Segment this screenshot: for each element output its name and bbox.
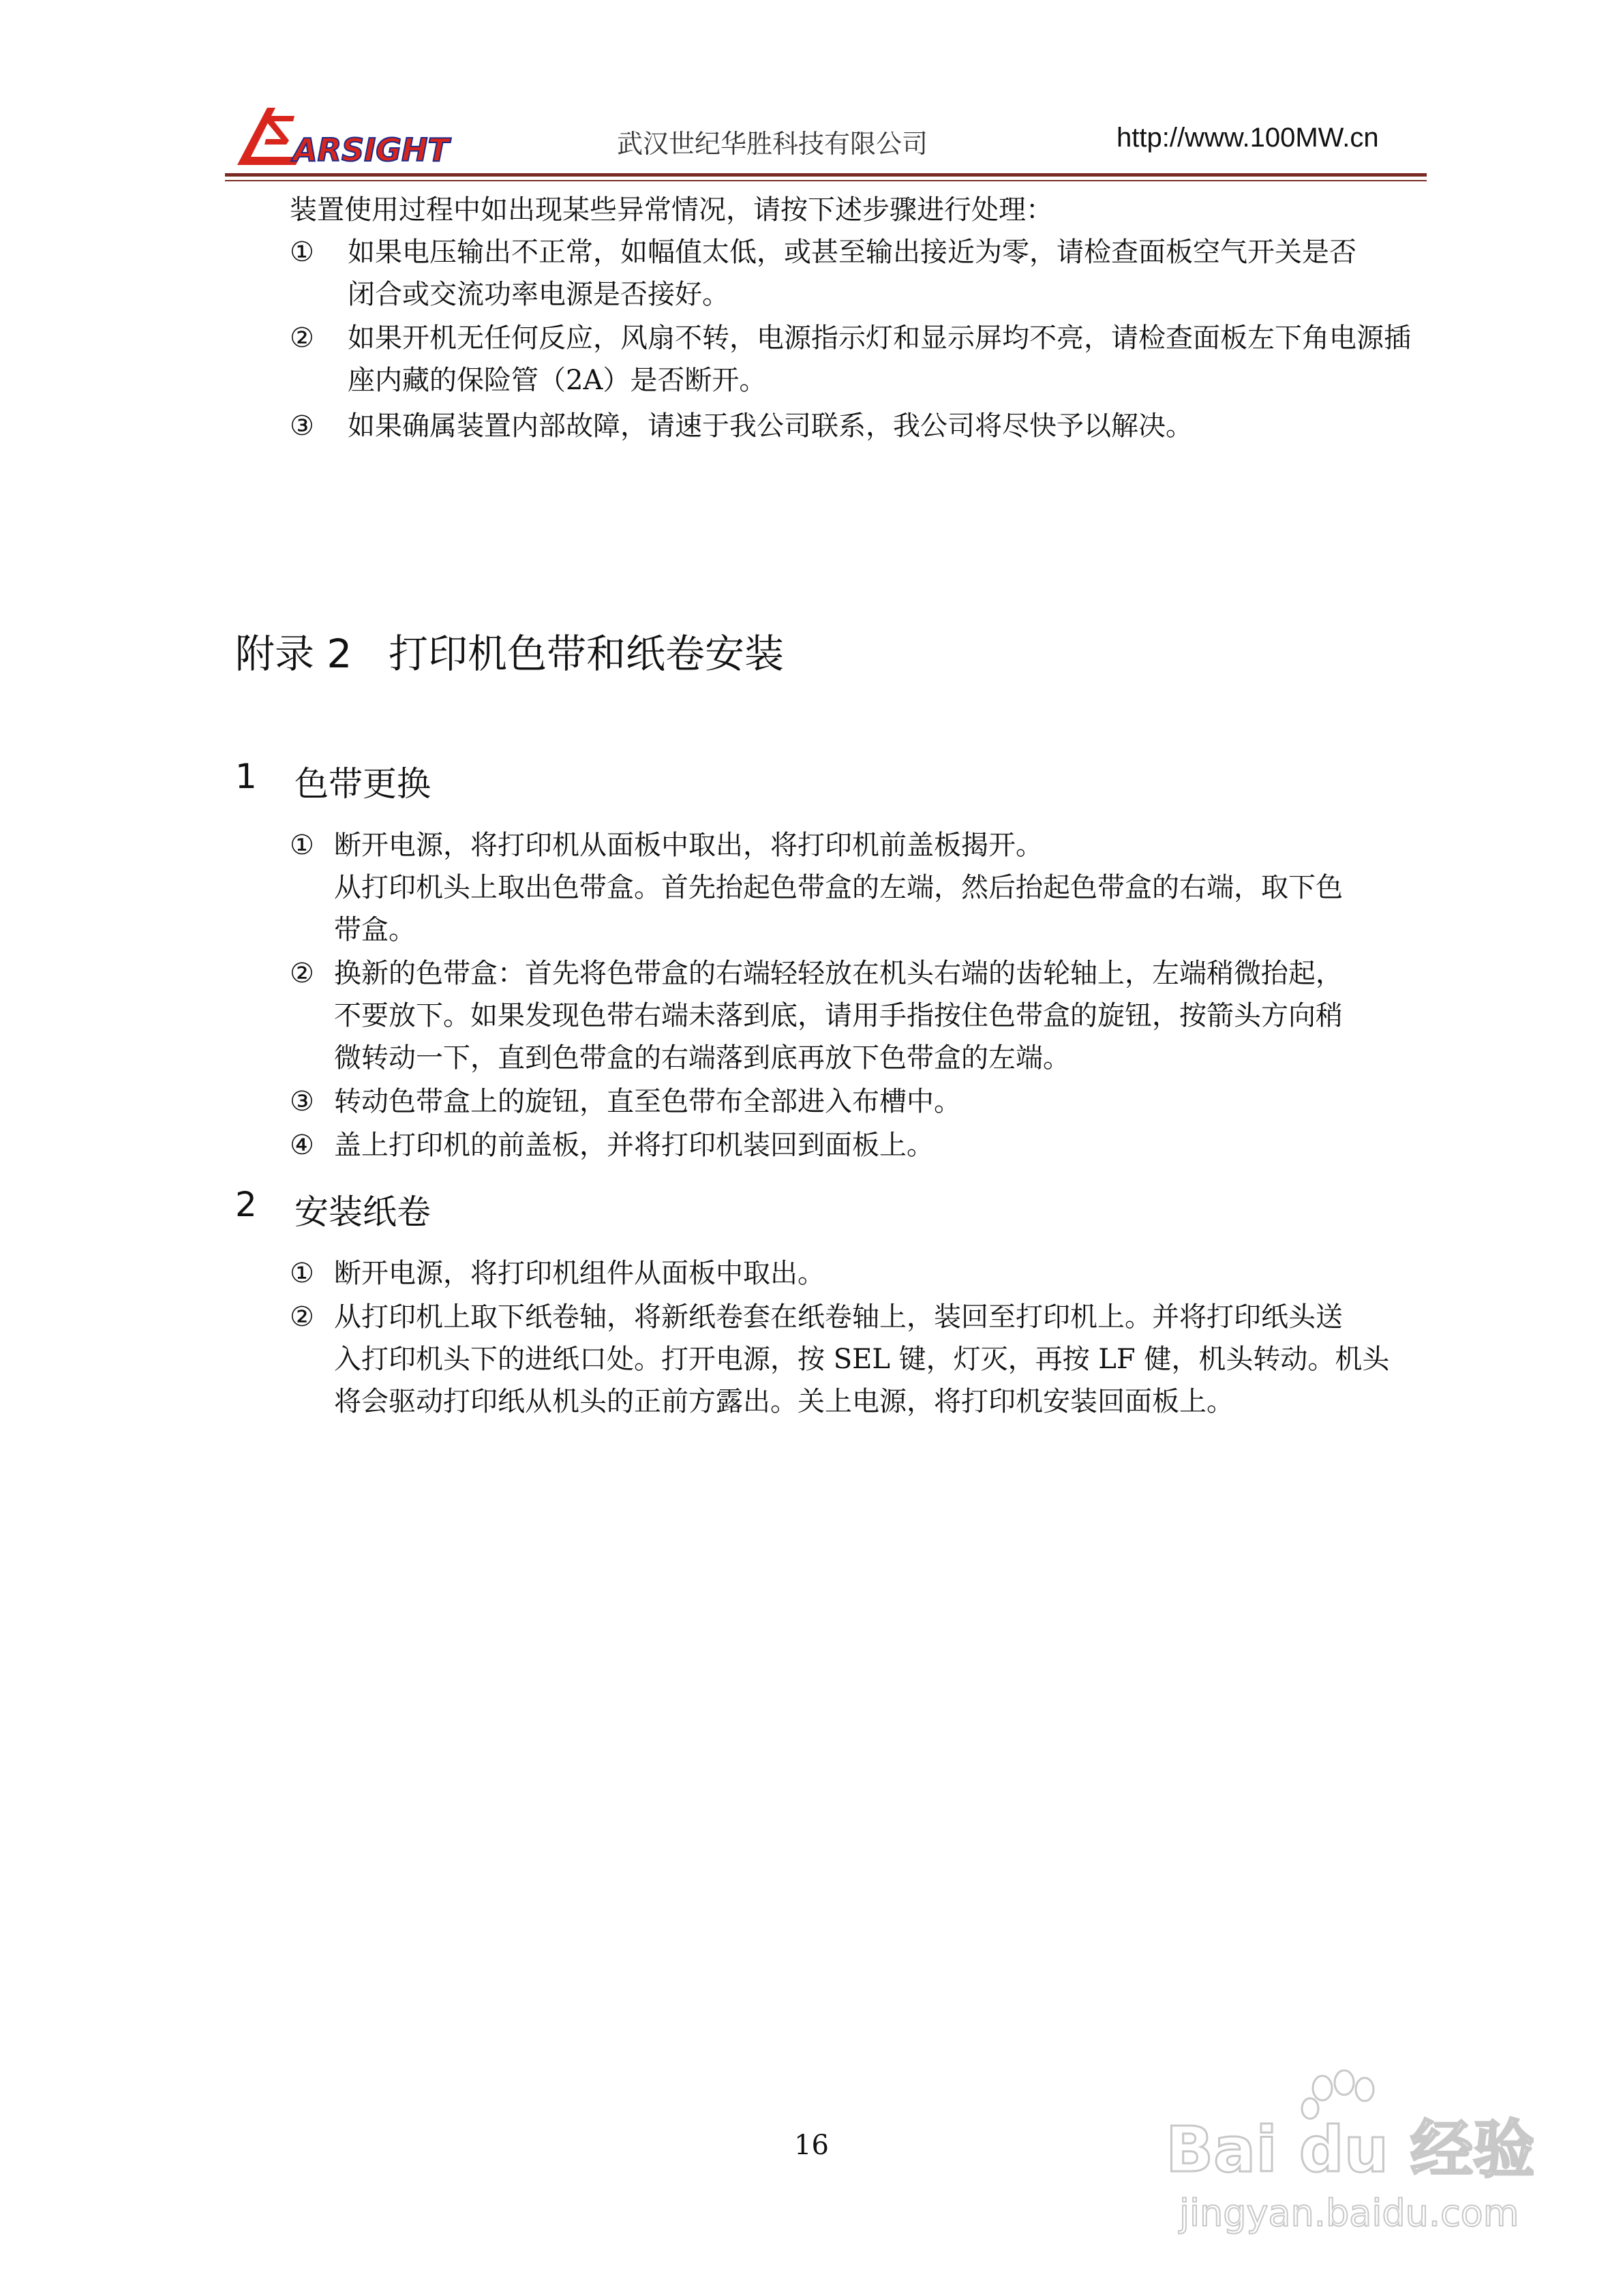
intro-item-1-mark: ①	[290, 237, 314, 268]
s2-item-1-mark: ①	[290, 1258, 314, 1289]
company-url[interactable]: http://www.100MW.cn	[1117, 123, 1379, 153]
s1-item-4-line-1: 盖上打印机的前盖板，并将打印机装回到面板上。	[334, 1130, 934, 1161]
s1-item-2-mark: ②	[290, 958, 314, 989]
paw-icon	[1302, 2070, 1374, 2119]
s1-item-2-line-3: 微转动一下，直到色带盒的右端落到底再放下色带盒的左端。	[334, 1042, 1070, 1074]
section-2-number: 2	[235, 1185, 257, 1224]
baidu-jingyan-watermark	[1152, 2062, 1534, 2239]
intro-item-2-mark: ②	[290, 322, 314, 354]
appendix-title: 打印机色带和纸卷安装	[389, 631, 785, 677]
company-logo	[232, 102, 470, 170]
header-rule	[225, 173, 1427, 177]
s1-item-2-line-2: 不要放下。如果发现色带右端未落到底，请用手指按住色带盒的旋钮，按箭头方向稍	[334, 1000, 1343, 1031]
s2-item-2-line-3: 将会驱动打印纸从机头的正前方露出。关上电源，将打印机安装回面板上。	[334, 1386, 1234, 1417]
s1-item-1-mark: ①	[290, 830, 314, 861]
page-number: 16	[794, 2130, 829, 2161]
s2-item-2-mark: ②	[290, 1301, 314, 1333]
intro-item-2-line-1: 如果开机无任何反应，风扇不转，电源指示灯和显示屏均不亮，请检查面板左下角电源插	[348, 322, 1411, 354]
intro-item-3-mark: ③	[290, 410, 314, 442]
s1-item-1-line-3: 带盒。	[334, 914, 416, 946]
s1-item-1-line-1: 断开电源，将打印机从面板中取出，将打印机前盖板揭开。	[334, 830, 1043, 861]
s2-item-1-line-1: 断开电源，将打印机组件从面板中取出。	[334, 1258, 825, 1289]
section-1-number: 1	[235, 757, 257, 796]
s1-item-3-mark: ③	[290, 1086, 314, 1117]
header-rule-thin	[225, 180, 1427, 181]
intro-item-3-line-1: 如果确属装置内部故障，请速于我公司联系，我公司将尽快予以解决。	[348, 410, 1193, 442]
s1-item-3-line-1: 转动色带盒上的旋钮，直至色带布全部进入布槽中。	[334, 1086, 961, 1117]
s1-item-4-mark: ④	[290, 1130, 314, 1161]
s2-item-2-line-2: 入打印机头下的进纸口处。打开电源，按 SEL 键，灯灭，再按 LF 健，机头转动。机头	[334, 1344, 1390, 1375]
intro-item-2-line-2: 座内藏的保险管（2A）是否断开。	[348, 365, 767, 396]
intro-lead: 装置使用过程中如出现某些异常情况，请按下述步骤进行处理：	[290, 194, 1053, 226]
section-1-title: 色带更换	[294, 764, 431, 804]
intro-item-1-line-2: 闭合或交流功率电源是否接好。	[348, 279, 729, 310]
appendix-label: 附录 2	[235, 631, 352, 677]
watermark-brand: Bai du 经验	[1166, 2113, 1534, 2186]
s1-item-1-line-2: 从打印机头上取出色带盒。首先抬起色带盒的左端，然后抬起色带盒的右端，取下色	[334, 872, 1343, 903]
s1-item-2-line-1: 换新的色带盒：首先将色带盒的右端轻轻放在机头右端的齿轮轴上，左端稍微抬起，	[334, 958, 1343, 989]
logo-wordmark: ARSIGHT	[293, 132, 449, 168]
s2-item-2-line-1: 从打印机上取下纸卷轴，将新纸卷套在纸卷轴上，装回至打印机上。并将打印纸头送	[334, 1301, 1343, 1333]
watermark-site: jingyan.baidu.com	[1179, 2192, 1519, 2235]
section-2-title: 安装纸卷	[294, 1192, 431, 1232]
company-name: 武汉世纪华胜科技有限公司	[617, 129, 928, 159]
intro-item-1-line-1: 如果电压输出不正常，如幅值太低，或甚至输出接近为零，请检查面板空气开关是否	[348, 237, 1356, 268]
